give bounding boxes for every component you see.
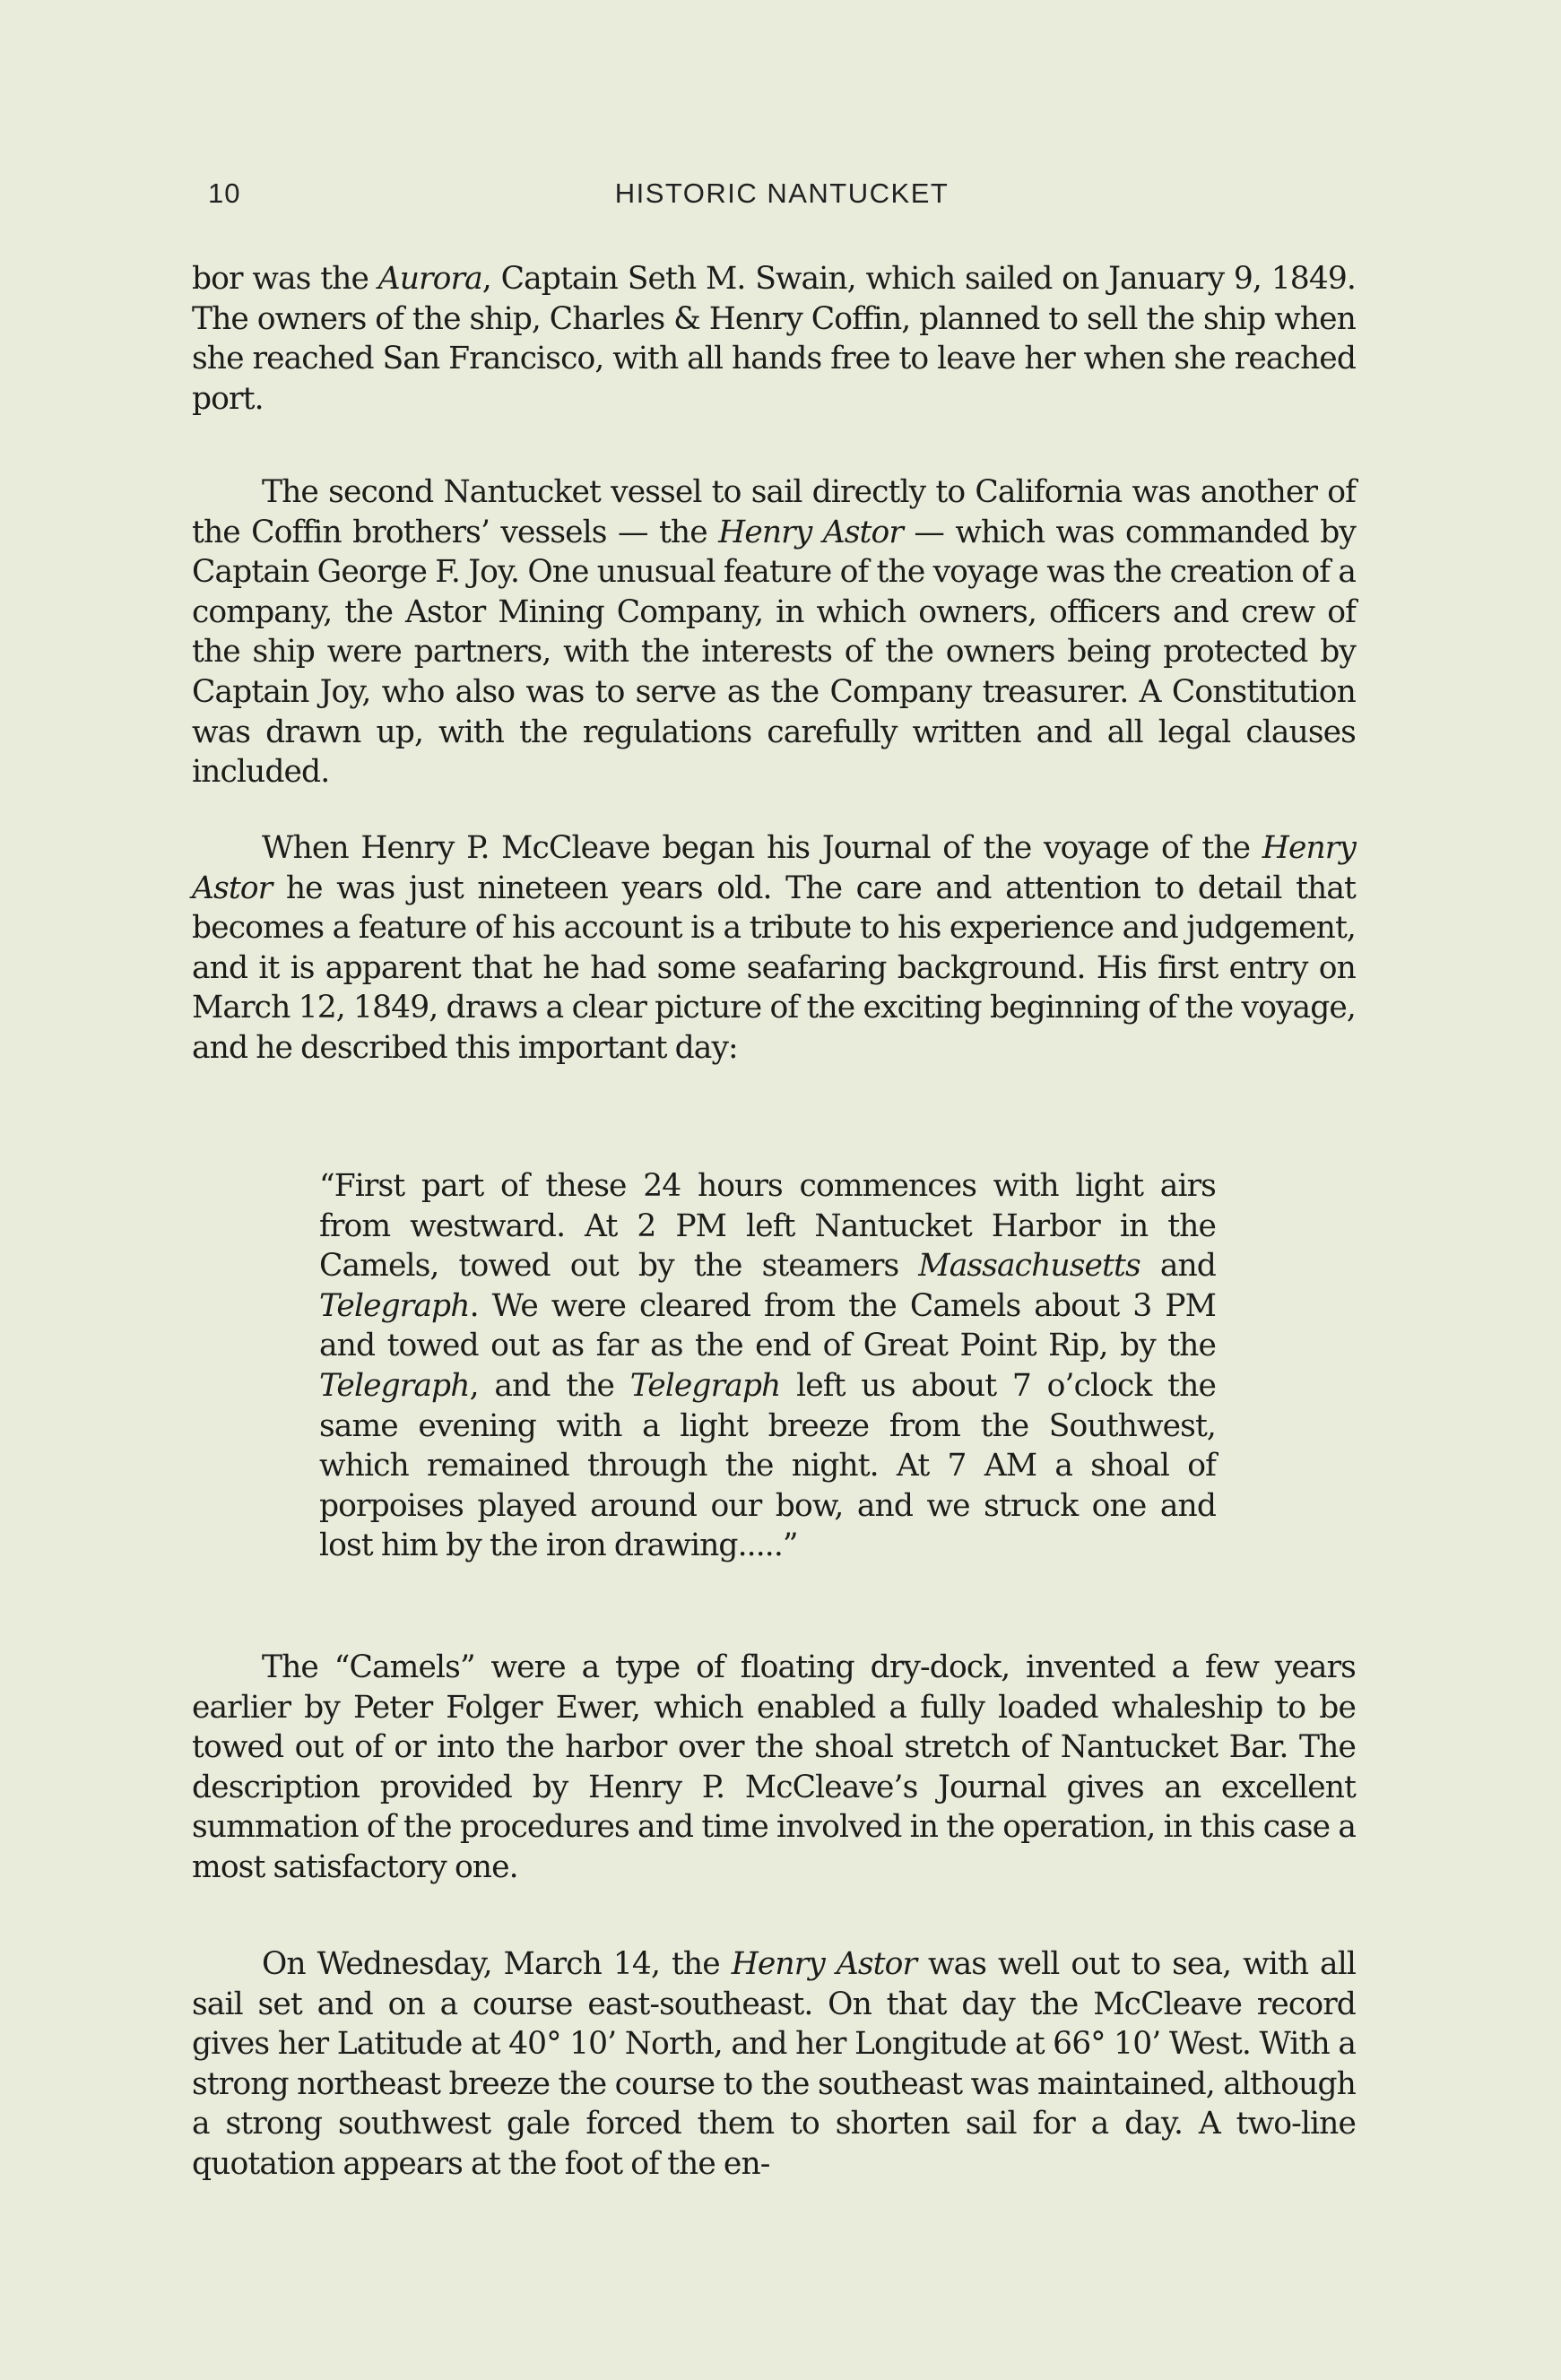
paragraph-mccleave-journal xyxy=(192,828,1356,1069)
ship-name: Henry Astor xyxy=(731,1946,917,1982)
ship-name: Aurora xyxy=(377,261,482,297)
ship-name: Massachusetts xyxy=(918,1248,1140,1285)
text-run: and xyxy=(1140,1248,1216,1285)
page-header xyxy=(208,177,1356,219)
text-run: — which was commanded by Captain George F. Joy. One unusual feature of the voyage was the creation of a company, the Astor Mining Company, in which owners, officers and crew of the ship were partners, with the interests of the owners being protected by Captain Joy, who also was to serve as the Company treasurer. A Constitution was drawn up, with the regulations carefully written and all legal clauses included. xyxy=(192,514,1356,791)
text-run: “First part of these 24 hours commences with light airs from westward. At 2 PM left Nantucket Harbor in the Camels, towed out by the steamers xyxy=(319,1168,1216,1285)
text-run: left us about 7 o’clock the same evening with a light breeze from the Southwest, which remained through the night. At 7 AM a shoal of porpoises played around our bow, and we struck one and lost him by the iron drawing.....” xyxy=(319,1367,1216,1564)
text-run: bor was the xyxy=(192,261,378,297)
ship-name: Telegraph xyxy=(319,1367,470,1404)
paragraph-camels xyxy=(192,1648,1356,1888)
text-run: The second Nantucket vessel to sail directly to California was another of the Coffin brothers’ vessels — the xyxy=(192,474,1356,550)
block-quote xyxy=(319,1166,1216,1566)
ship-name: Telegraph xyxy=(319,1287,470,1324)
ship-name: Henry Astor xyxy=(192,830,1356,906)
text-run: On Wednesday, March 14, the xyxy=(262,1946,732,1982)
ship-name: Telegraph xyxy=(629,1367,781,1404)
page-number: 10 xyxy=(208,177,241,209)
text-run: When Henry P. McCleave began his Journal of the voyage of the xyxy=(262,830,1262,866)
text-run: he was just nineteen years old. The care and attention to detail that becomes a feature of his account is a tribute to his experience and judgement, and it is apparent that he had some seafaring background. His first entry on March 12, 1849, draws a clear picture of the exciting beginning of the voyage, and he described this important day: xyxy=(192,870,1356,1066)
text-run: , and the xyxy=(469,1367,630,1404)
text-run: was well out to sea, with all sail set and on a course east-southeast. On that day the McCleave record gives her Latitude at 40° 10’ North, and her Longitude at 66° 10’ West. With a strong northeast breeze the course to the southeast was maintained, although a strong southwest gale forced them to shorten sail for a day. A two-line quotation appears at the foot of the en- xyxy=(192,1946,1356,2182)
running-title: HISTORIC NANTUCKET xyxy=(614,177,950,209)
paragraph-aurora xyxy=(192,259,1356,419)
paragraph-henry-astor xyxy=(192,472,1356,792)
text-run: . We were cleared from the Camels about 3 PM and towed out as far as the end of Great Point Rip, by the xyxy=(319,1287,1216,1364)
text-run: , Captain Seth M. Swain, which sailed on January 9, 1849. The owners of the ship, Charles & Henry Coffin, planned to sell the ship when she reached San Francisco, with all hands free to leave her when she reached port. xyxy=(192,261,1356,417)
paragraph-march-14 xyxy=(192,1944,1356,2185)
ship-name: Henry Astor xyxy=(718,514,903,550)
text-run: The “Camels” were a type of floating dry-dock, invented a few years earlier by Peter Folger Ewer, which enabled a fully loaded whaleship to be towed out of or into the harbor over the shoal stretch of Nantucket Bar. The description provided by Henry P. McCleave’s Journal gives an excellent summation of the procedures and time involved in the operation, in this case a most satisfactory one. xyxy=(192,1649,1356,1885)
